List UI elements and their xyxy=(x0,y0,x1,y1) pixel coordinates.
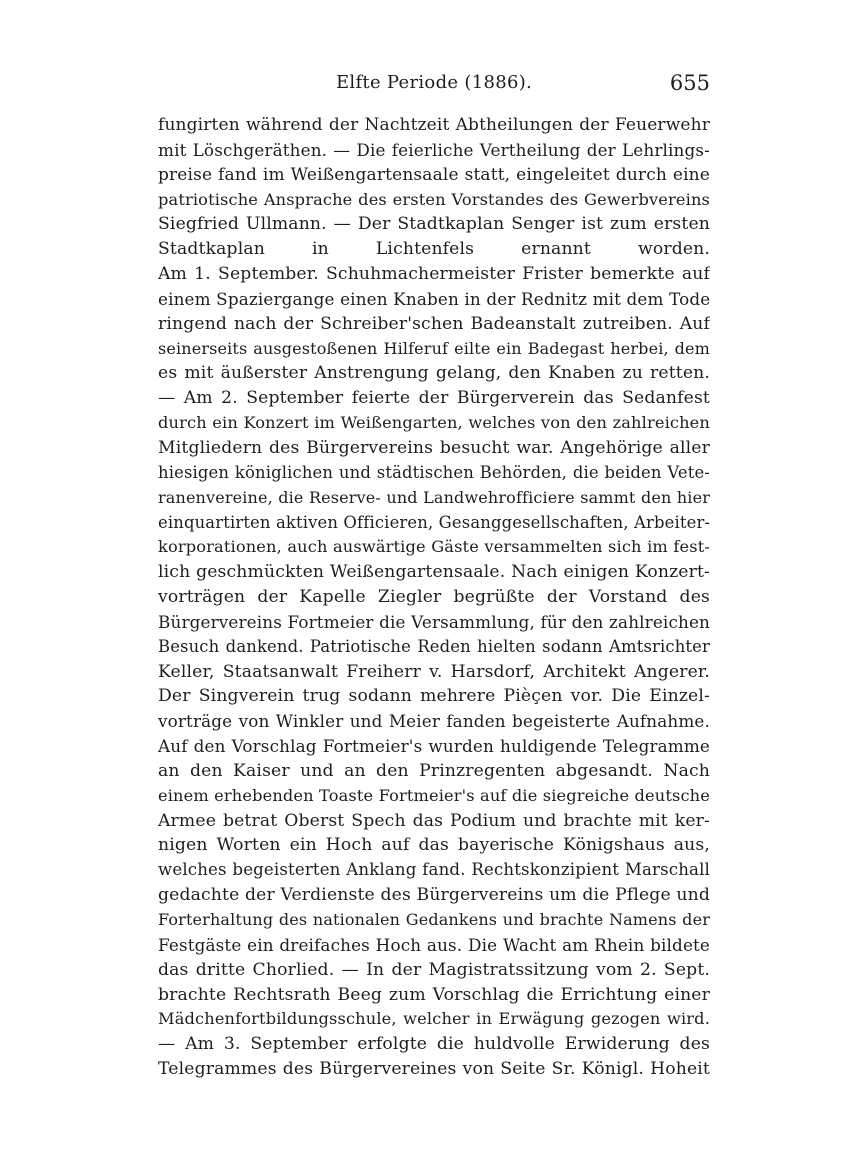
page-header xyxy=(158,66,710,100)
text-line: seinerseits ausgestoßenen Hilferuf eilte ein Badegast herbei, dem xyxy=(158,338,710,358)
text-line: Am 1. September. Schuhmachermeister Frister bemerkte auf xyxy=(158,264,710,285)
text-line: Festgäste ein dreifaches Hoch aus. Die Wacht am Rhein bildete xyxy=(158,934,710,955)
text-line: preise fand im Weißengartensaale statt, eingeleitet durch eine xyxy=(158,164,710,185)
text-line: Siegfried Ullmann. — Der Stadtkaplan Senger ist zum ersten xyxy=(158,214,710,235)
text-line: Mitgliedern des Bürgervereins besucht war. Angehörige aller xyxy=(158,437,710,458)
text-line: patriotische Ansprache des ersten Vorstandes des Gewerbvereins xyxy=(158,189,710,209)
text-line: lich geschmückten Weißengartensaale. Nach einigen Konzert- xyxy=(158,562,710,583)
text-line: einem Spaziergange einen Knaben in der Rednitz mit dem Tode xyxy=(158,288,710,309)
text-line: Armee betrat Oberst Spech das Podium und brachte mit ker- xyxy=(158,810,710,831)
text-line: Stadtkaplan in Lichtenfels ernannt worden. xyxy=(158,239,710,260)
text-line: gedachte der Verdienste des Bürgervereins um die Pflege und xyxy=(158,885,710,906)
text-line: mit Löschgeräthen. — Die feierliche Vertheilung der Lehrlings- xyxy=(158,139,710,160)
text-line: vorträgen der Kapelle Ziegler begrüßte der Vorstand des xyxy=(158,587,710,608)
text-line: — Am 3. September erfolgte die huldvolle Erwiderung des xyxy=(158,1034,710,1055)
text-line: korporationen, auch auswärtige Gäste versammelten sich im fest- xyxy=(158,537,710,557)
text-line: ranenvereine, die Reserve- und Landwehrofficiere sammt den hier xyxy=(158,487,710,507)
text-line: Bürgervereins Fortmeier die Versammlung, für den zahlreichen xyxy=(158,611,710,632)
text-line: — Am 2. September feierte der Bürgerverein das Sedanfest xyxy=(158,388,710,409)
text-line: vorträge von Winkler und Meier fanden begeisterte Aufnahme. xyxy=(158,711,710,732)
page-number: 655 xyxy=(669,71,710,95)
text-line: fungirten während der Nachtzeit Abtheilungen der Feuerwehr xyxy=(158,115,710,135)
text-line: nigen Worten ein Hoch auf das bayerische Königshaus aus, xyxy=(158,835,710,856)
text-line: Besuch dankend. Patriotische Reden hielten sodann Amtsrichter xyxy=(158,636,710,656)
text-line: hiesigen königlichen und städtischen Behörden, die beiden Vete- xyxy=(158,462,710,482)
text-line: Telegrammes des Bürgervereines von Seite Sr. Königl. Hoheit xyxy=(158,1059,710,1080)
text-line: es mit äußerster Anstrengung gelang, den Knaben zu retten. xyxy=(158,363,710,384)
text-line: ringend nach der Schreiber'schen Badeanstalt zutreiben. Auf xyxy=(158,313,710,334)
running-head: Elfte Periode (1886). xyxy=(335,72,533,93)
text-line: Mädchenfortbildungsschule, welcher in Erwägung gezogen wird. xyxy=(158,1009,710,1029)
text-line: brachte Rechtsrath Beeg zum Vorschlag die Errichtung einer xyxy=(158,984,710,1005)
text-line: welches begeisterten Anklang fand. Rechtskonzipient Marschall xyxy=(158,860,710,880)
text-line: durch ein Konzert im Weißengarten, welches von den zahlreichen xyxy=(158,413,710,433)
text-line: Keller, Staatsanwalt Freiherr v. Harsdorf, Architekt Angerer. xyxy=(158,661,710,682)
text-line: an den Kaiser und an den Prinzregenten abgesandt. Nach xyxy=(158,760,710,781)
text-line: Forterhaltung des nationalen Gedankens und brachte Namens der xyxy=(158,910,710,929)
text-line: Auf den Vorschlag Fortmeier's wurden huldigende Telegramme xyxy=(158,736,710,757)
text-line: einquartirten aktiven Officieren, Gesanggesellschaften, Arbeiter- xyxy=(158,512,710,532)
text-line: das dritte Chorlied. — In der Magistratssitzung vom 2. Sept. xyxy=(158,959,710,980)
text-line: einem erhebenden Toaste Fortmeier's auf die siegreiche deutsche xyxy=(158,785,710,805)
text-line: Der Singverein trug sodann mehrere Pièçen vor. Die Einzel- xyxy=(158,686,710,707)
body-text xyxy=(158,113,710,1082)
